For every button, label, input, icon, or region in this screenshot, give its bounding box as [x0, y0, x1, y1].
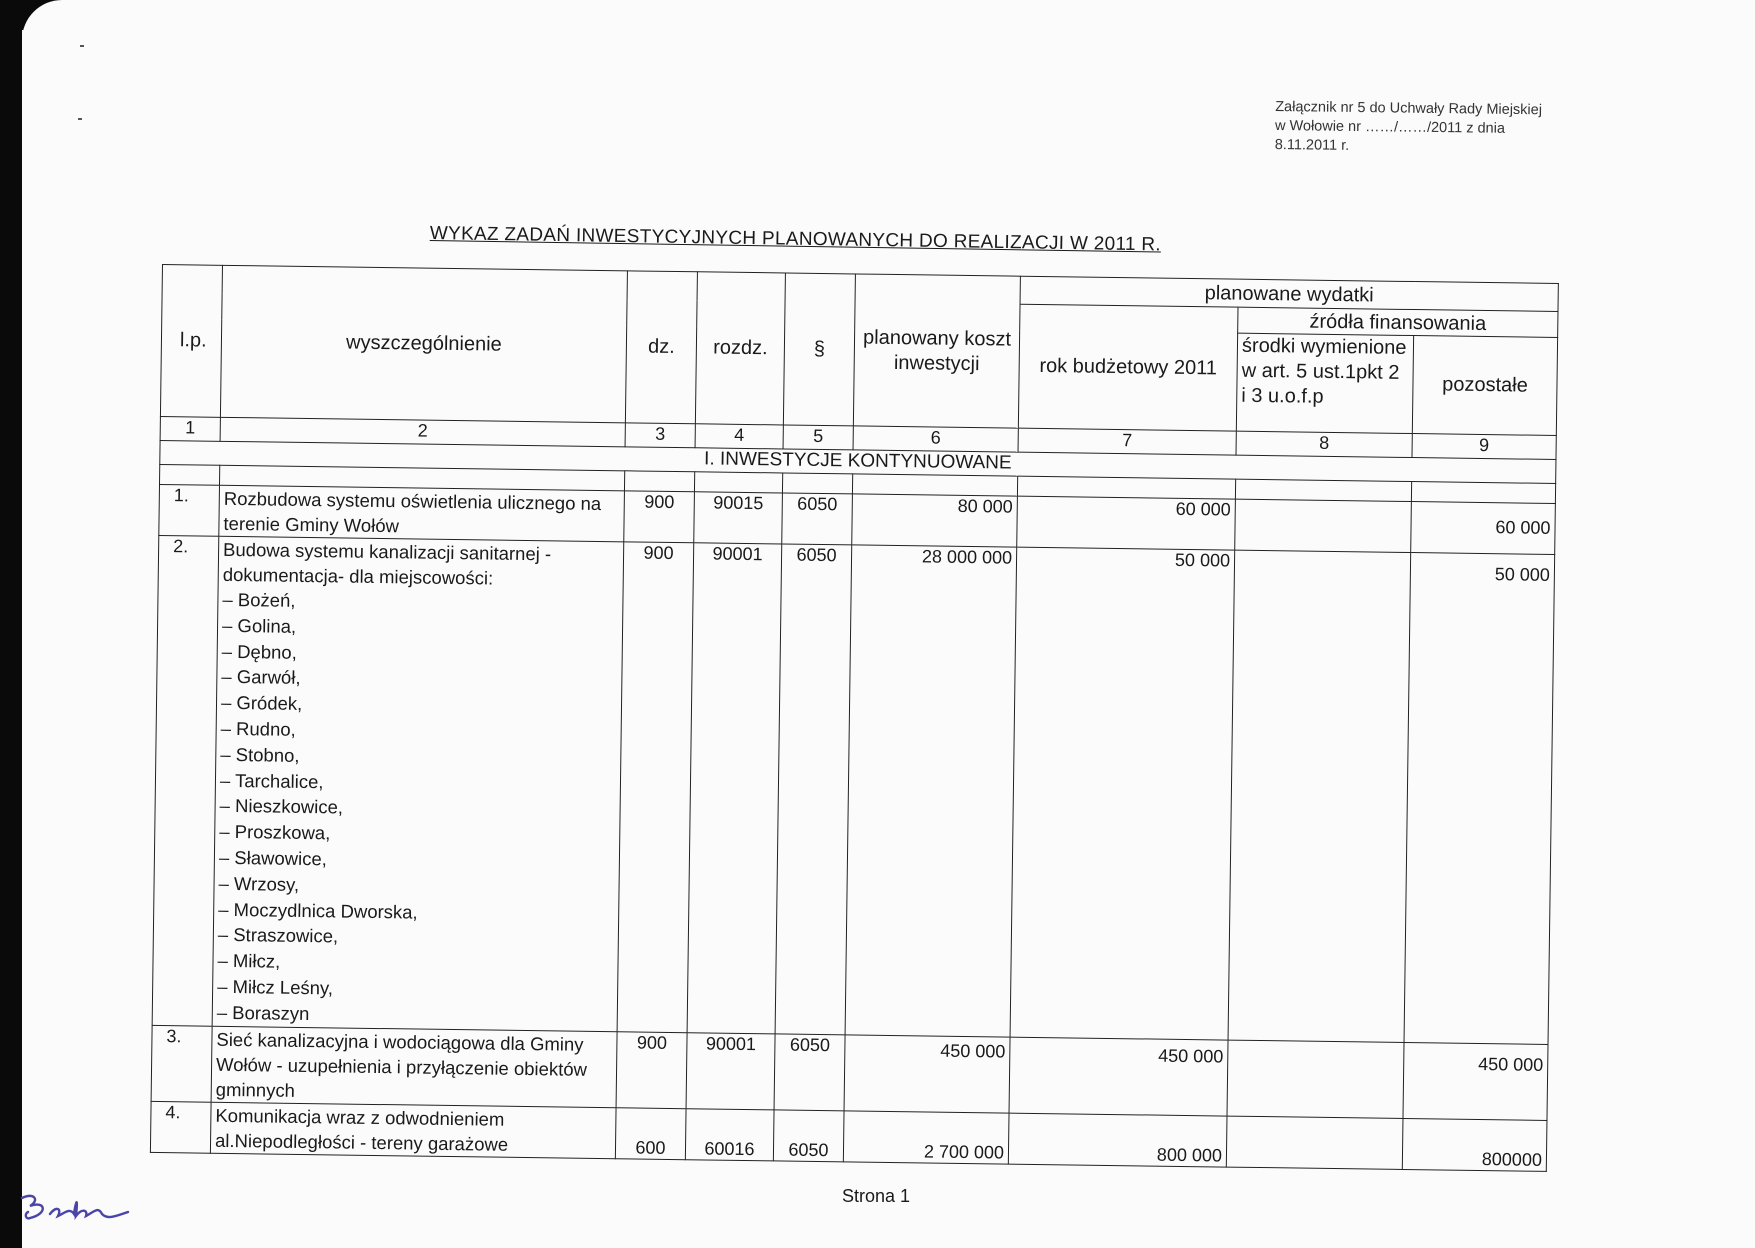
attachment-note-line: w Wołowie nr ……/……/2011 z dnia	[1274, 117, 1506, 137]
row-description-cell	[212, 536, 624, 1031]
column-number: 7	[1018, 428, 1236, 455]
scan-left-edge	[0, 0, 22, 1248]
header-budget-year: rok budżetowy 2011	[1018, 304, 1238, 431]
header-dz: dz.	[625, 271, 697, 424]
list-item: – Proszkowa,	[219, 821, 331, 844]
document-title: WYKAZ ZADAŃ INWESTYCYJNYCH PLANOWANYCH DO REALIZACJI W 2011 R.	[429, 223, 1162, 256]
place-list	[217, 587, 619, 1031]
row-dz: 900	[624, 491, 695, 543]
header-lp: l.p.	[160, 265, 222, 418]
header-other: pozostałe	[1412, 336, 1557, 436]
column-number: 5	[783, 425, 853, 450]
header-funds-art5: środki wymienione w art. 5 ust.1pkt 2 i 3 u.o.f.p	[1236, 333, 1413, 433]
row-other: 450 000	[1403, 1042, 1548, 1120]
row-dz: 600	[615, 1107, 686, 1159]
row-funds-art5	[1228, 550, 1411, 1042]
row-lp: 3.	[151, 1025, 212, 1102]
row-lp: 4.	[150, 1101, 211, 1153]
section-title: I. INWESTYCJE KONTYNUOWANE	[160, 440, 1556, 483]
row-cost: 80 000	[852, 494, 1018, 547]
list-item: – Gródek,	[220, 692, 303, 715]
table-row	[152, 535, 1555, 1044]
column-number: 6	[853, 426, 1018, 452]
column-number: 4	[695, 424, 783, 449]
row-description: Budowa systemu kanalizacji sanitarnej - dokumentacja- dla miejscowości:	[222, 538, 552, 589]
row-cost: 450 000	[844, 1034, 1010, 1112]
spacer-cell	[782, 473, 852, 494]
header-rozdz: rozdz.	[695, 272, 785, 425]
list-item: – Miłcz,	[217, 949, 281, 972]
column-number: 8	[1236, 431, 1412, 457]
spacer-cell	[694, 472, 782, 493]
list-item: – Nieszkowice,	[219, 795, 344, 818]
row-paragraph: 6050	[773, 1109, 844, 1161]
column-number: 2	[220, 417, 625, 447]
row-rozdz: 90001	[686, 1032, 775, 1109]
header-description: wyszczególnienie	[220, 265, 627, 422]
list-item: – Garwół,	[221, 666, 301, 689]
list-item: – Moczydlnica Dworska,	[218, 898, 418, 923]
spacer-cell	[1235, 479, 1411, 501]
list-item: – Wrzosy,	[218, 872, 300, 895]
list-item: – Bożeń,	[222, 588, 296, 611]
column-number: 1	[160, 416, 220, 441]
row-funds-art5	[1235, 499, 1412, 552]
attachment-note	[1275, 98, 1606, 159]
row-budget-2011: 800 000	[1008, 1113, 1227, 1167]
row-other: 800000	[1402, 1118, 1547, 1171]
header-paragraph: §	[783, 273, 855, 426]
scan-speck	[80, 45, 84, 47]
row-rozdz: 90001	[687, 543, 782, 1034]
list-item: – Boraszyn	[216, 1001, 310, 1024]
spacer-cell	[624, 471, 694, 492]
spacer-cell	[1411, 482, 1555, 504]
row-paragraph: 6050	[774, 1033, 845, 1110]
column-number: 3	[625, 423, 695, 448]
row-budget-2011: 60 000	[1017, 496, 1236, 550]
list-item: – Sławowice,	[218, 846, 328, 870]
row-rozdz: 60016	[685, 1108, 774, 1160]
scan-speck	[78, 118, 82, 120]
list-item: – Dębno,	[221, 640, 297, 663]
row-paragraph: 6050	[775, 544, 852, 1034]
row-budget-2011: 50 000	[1010, 547, 1235, 1039]
signature-image	[16, 1190, 136, 1230]
page-number: Strona 1	[842, 1186, 911, 1206]
row-description: Rozbudowa systemu oświetlenia ulicznego na terenie Gminy Wołów	[219, 485, 625, 542]
row-lp: 1.	[159, 484, 220, 536]
row-rozdz: 90015	[694, 492, 783, 544]
list-item: – Rudno,	[220, 717, 296, 740]
row-description: Komunikacja wraz z odwodnieniem al.Niepodległości - tereny garażowe	[210, 1102, 616, 1159]
investment-table	[150, 264, 1559, 1171]
attachment-note-line: 8.11.2011 r.	[1274, 136, 1350, 154]
list-item: – Straszowice,	[217, 924, 339, 947]
list-item: – Golina,	[221, 614, 297, 637]
row-description: Sieć kanalizacyjna i wodociągowa dla Gminy Wołów - uzupełnienia i przyłączenie obiektów gminnych	[211, 1026, 617, 1108]
spacer-cell	[159, 464, 219, 485]
row-lp: 2.	[152, 535, 219, 1025]
row-cost: 28 000 000	[845, 545, 1017, 1037]
row-other: 50 000	[1404, 553, 1555, 1044]
header-funding-sources: źródła finansowania	[1238, 307, 1558, 337]
attachment-note-line: Załącznik nr 5 do Uchwały Rady Miejskiej	[1275, 98, 1543, 119]
row-budget-2011: 450 000	[1009, 1037, 1228, 1116]
row-funds-art5	[1227, 1040, 1404, 1118]
row-cost: 2 700 000	[843, 1110, 1009, 1163]
list-item: – Miłcz Leśny,	[217, 975, 334, 999]
row-paragraph: 6050	[782, 493, 853, 545]
row-funds-art5	[1226, 1116, 1403, 1169]
row-dz: 900	[617, 542, 694, 1032]
list-item: – Stobno,	[220, 743, 300, 766]
row-dz: 900	[616, 1031, 687, 1108]
header-planned-expenses: planowane wydatki	[1020, 276, 1558, 311]
spacer-cell	[852, 474, 1017, 496]
investment-table-wrapper	[150, 264, 1559, 1171]
row-other: 60 000	[1411, 502, 1556, 555]
column-number: 9	[1412, 434, 1556, 460]
header-cost: planowany koszt inwestycji	[853, 274, 1020, 428]
list-item: – Tarchalice,	[219, 769, 324, 792]
